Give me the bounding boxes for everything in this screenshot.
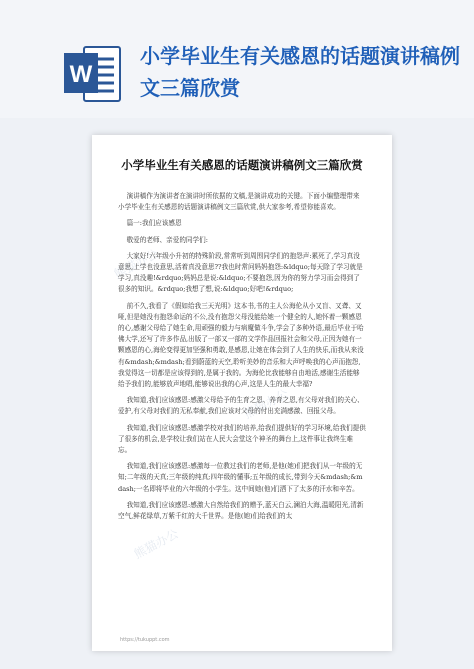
paragraph: 我知道,我们应该感恩:感激大自然给我们的赠予,蓝天白云,澜泊大海,温暖阳光,清新空气,鲜花绿草,万紫千红的大千世界。是他(她)们给我们的太 <box>118 500 364 521</box>
watermark: 熊猫办公 <box>111 246 161 282</box>
document-body <box>118 191 366 527</box>
watermark: 熊猫办公 <box>241 386 291 422</box>
paragraph: 前不久,我看了《假如给我三天光明》这本书,书的主人公海伦从小又盲、又聋、又哑,但是她没有抱怨命运的不公,没有抱怨父母没能给她一个健全的人,她怀着一颗感恩的心,感谢父母给了她生命,用顽强的毅力与病魔做斗争,学会了多种外语,最后毕业于哈佛大学,还写了许多作品,出版了一部又一部的文学作品回报社会和父母,正因为她有一颗感恩的心,海伦变得更加坚强和勇敢,是感恩,让她在体会到了人生的快乐,而我从来没有&mdash;&mdash;看到蔚蓝的天空,聆听美妙的音乐和大声呼唤我的心声而抱怨,我觉得这一切都是应该得到的,是属于我的。为海伦比我能够自由地活,感谢生活能够给予我们的,能够放声地唱,能够说出我的心声,这是人生的最大幸福? <box>118 301 364 389</box>
paragraph: 我知道,我们应该感恩:感激每一位教过我们的老师,是他(她)们把我们从一年级的无知;二年级的天真;三年级的纯真;四年级的懂事;五年级的成长,带到今天&mdash;&mdash;一名即将毕业的六年级的小学生。这中间她(他)们洒下了太多的汗水和辛苦。 <box>118 462 363 493</box>
paragraph: 我知道,我们应该感恩:感激学校对我们的培养,给我们提供好的学习环境,给我们提供了很多的机会,是学校让我们站在人民大会堂这个神圣的舞台上,这件事让我终生难忘。 <box>118 423 366 455</box>
page-title: 小学毕业生有关感恩的话题演讲稿例文三篇欣赏 <box>140 44 460 100</box>
word-document-icon <box>62 43 124 105</box>
document-page <box>92 135 392 651</box>
document-title: 小学毕业生有关感恩的话题演讲稿例文三篇欣赏 <box>121 158 363 172</box>
section-heading: 篇一:我们应该感恩 <box>126 219 182 228</box>
paragraph: 我知道,我们应该感恩:感激父母给予的生育之恩、养育之恩,有父母对我们的关心、爱护,有父母对我们的无私奉献,我们应该对父母的付出充满感激、回报父母。 <box>118 396 364 416</box>
watermark: 熊猫办公 <box>131 526 181 562</box>
paragraph: 敬爱的老师、亲爱的同学们: <box>126 235 208 244</box>
paragraph: 大家好!六年级小升初的特殊阶段,常常听到周围同学们的抱怨声:累死了,学习真没意思,上学也没意思,活着真没意思??我也时常问妈妈抱怨:&ldquo;每天除了学习就是学习,真没趣!&rdquo;妈妈总是说:&ldquo;不要抱怨,因为你的努力学习而会得到了很多的知识。&rdquo;我想了想,说:&ldquo;好吧!&rdquo; <box>118 251 363 294</box>
footer-url: https://tukuppt.com <box>120 637 170 643</box>
header-banner <box>0 0 474 118</box>
word-icon-letter: W <box>69 61 93 88</box>
paragraph: 演讲稿作为演讲者在演讲时所依据的文稿,是演讲成功的关键。下面小编整理带来小学毕业生有关感恩的话题演讲稿例文三篇欣赏,供大家参考,希望你能喜欢。 <box>118 192 360 212</box>
